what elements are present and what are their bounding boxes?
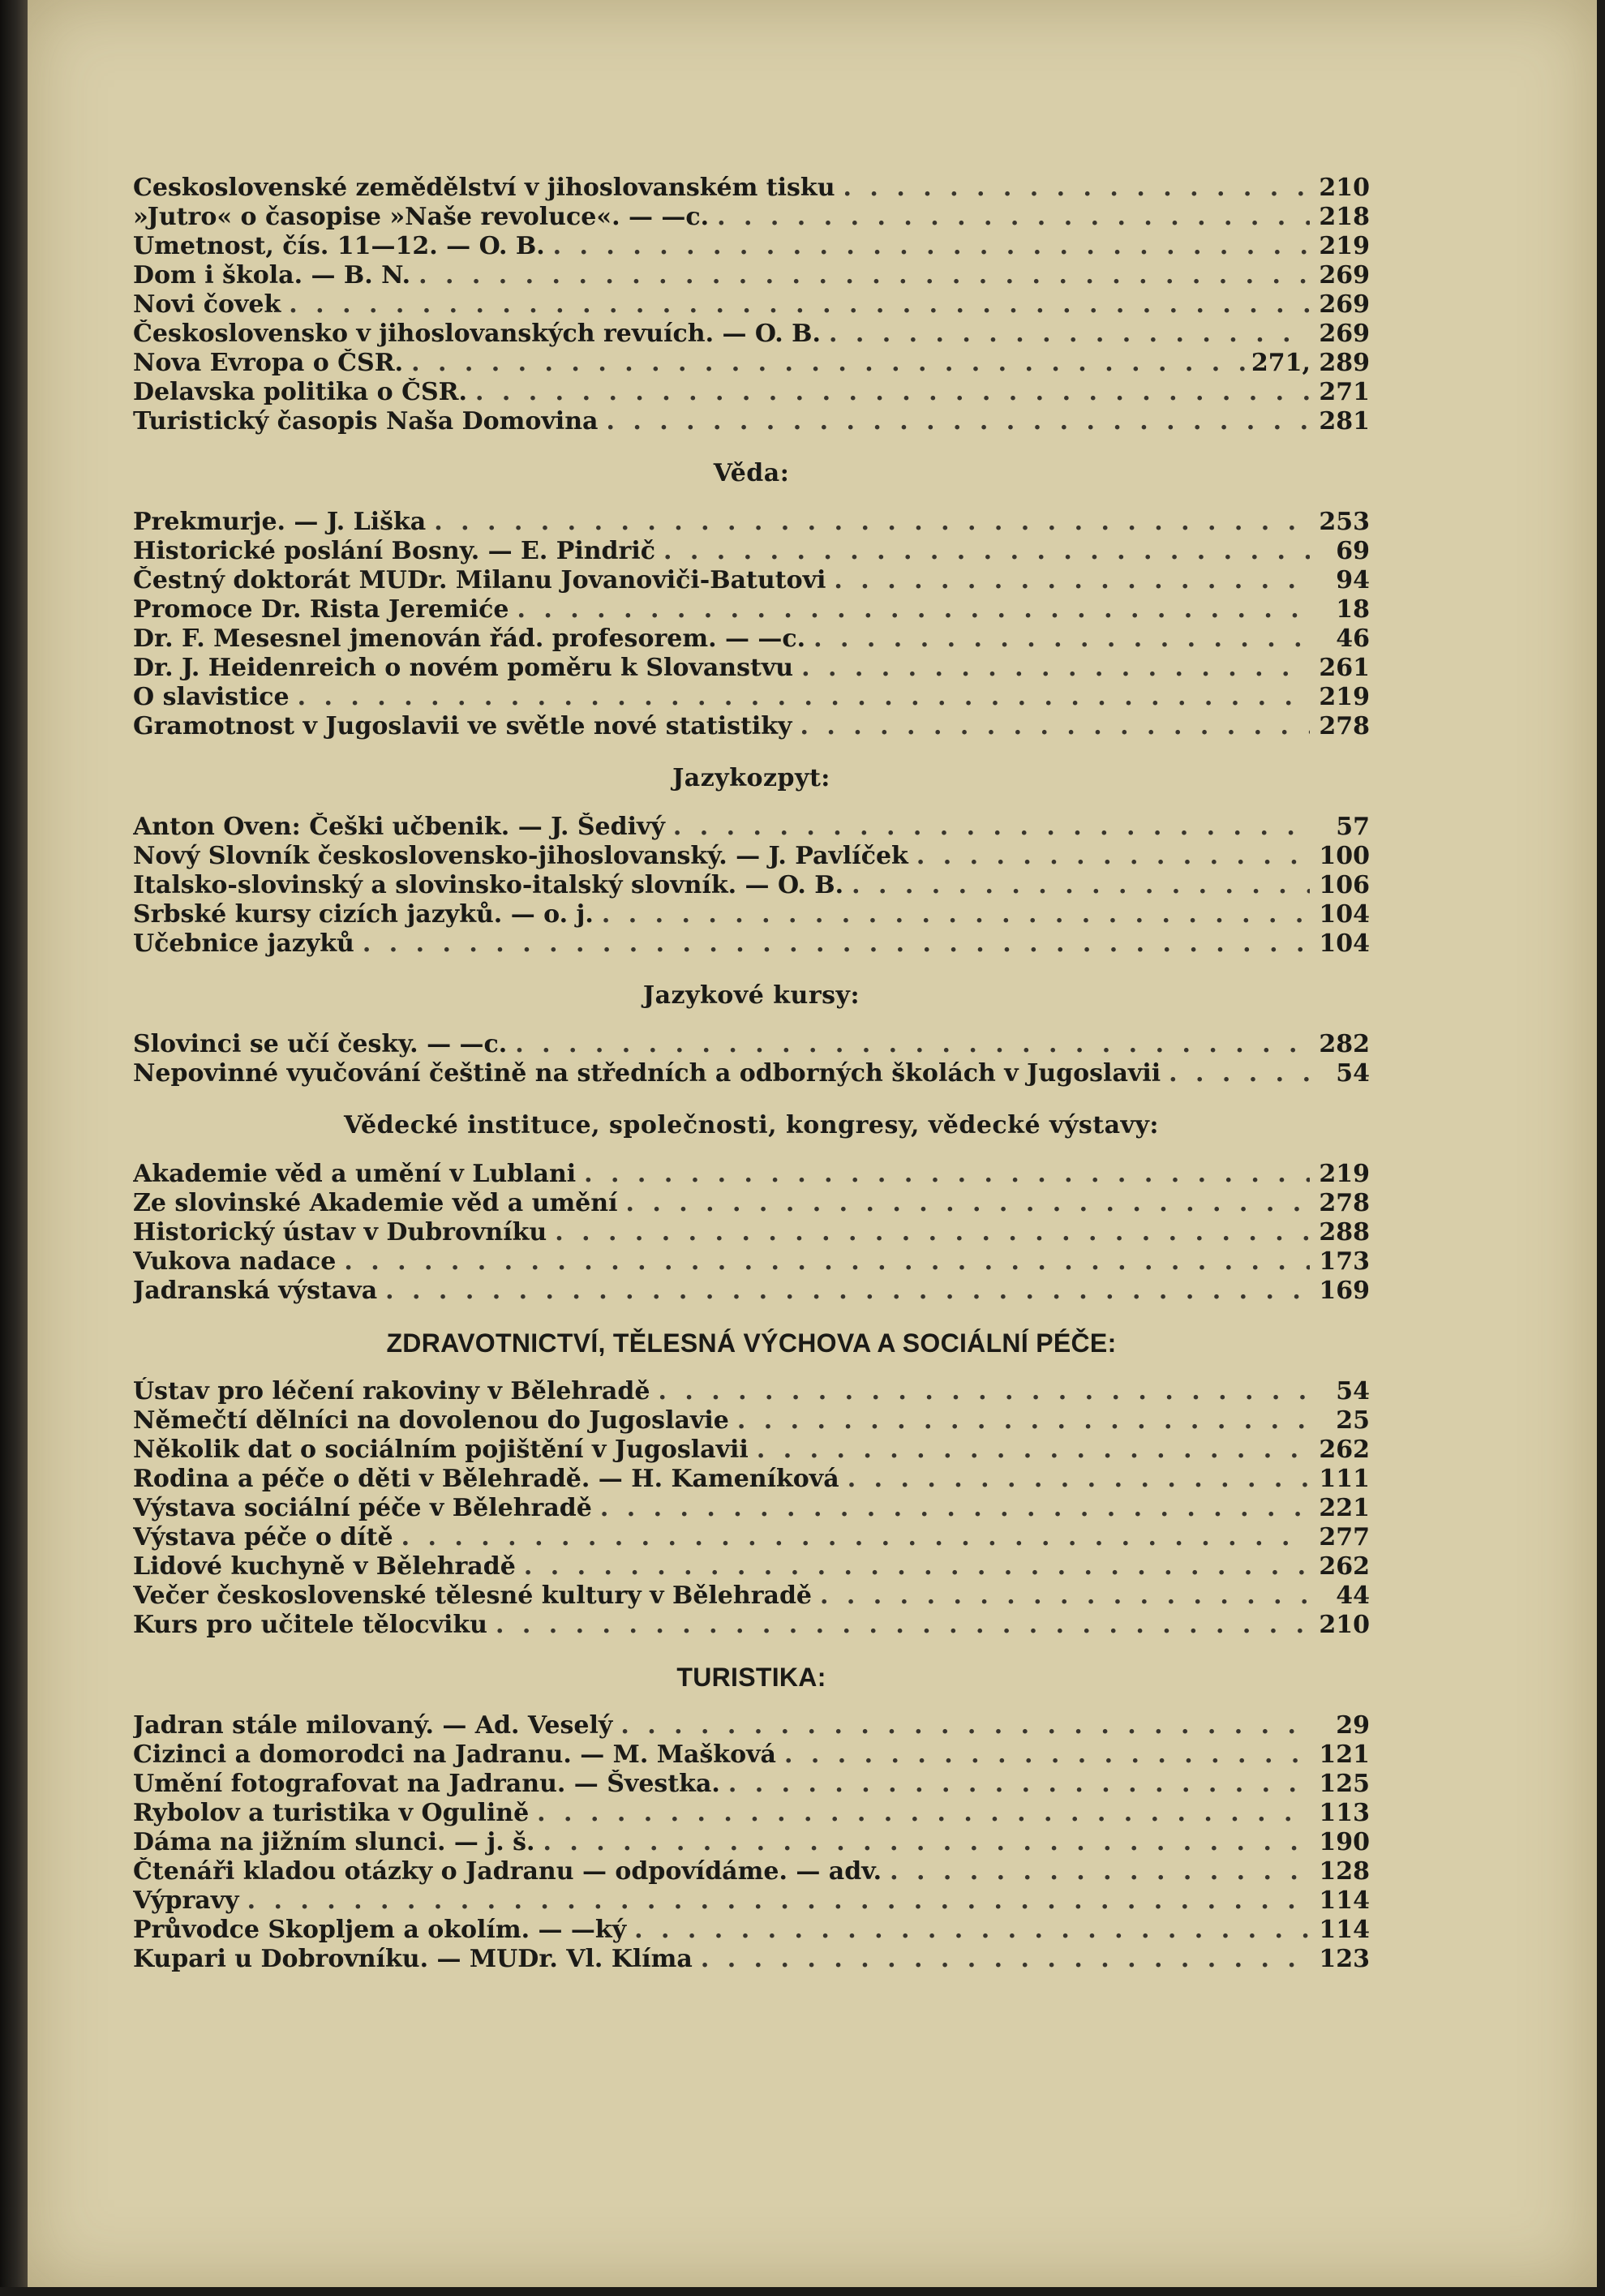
toc-entry: [133, 1059, 1370, 1088]
toc-entry: [133, 566, 1370, 595]
entry-title: Akademie věd a umění v Lublani: [133, 1160, 577, 1188]
dot-leader: [606, 407, 1310, 436]
entry-page-number: 18: [1336, 595, 1370, 624]
dot-leader: [620, 1711, 1310, 1740]
toc-section: [133, 959, 1370, 1088]
entry-page-number: 44: [1336, 1581, 1370, 1610]
dot-leader: [247, 1886, 1310, 1916]
dot-leader: [515, 1030, 1310, 1059]
entry-page-number: 128: [1319, 1857, 1370, 1886]
book-spine: [0, 0, 28, 2296]
toc-entry: [133, 1160, 1370, 1189]
dot-leader: [344, 1247, 1310, 1277]
entry-title: Večer československé tělesné kultury v Bělehradě: [133, 1581, 813, 1610]
entry-page-number: 25: [1336, 1406, 1370, 1435]
toc-entry: [133, 900, 1370, 929]
entry-title: Dr. F. Mesesnel jmenován řád. profesorem. — —c.: [133, 624, 806, 653]
dot-leader: [843, 174, 1310, 203]
toc-entry: [133, 1828, 1370, 1857]
dot-leader: [820, 1581, 1310, 1611]
dot-leader: [517, 595, 1310, 624]
dot-leader: [1169, 1059, 1310, 1088]
dot-leader: [658, 1377, 1310, 1406]
entry-page-number: 262: [1319, 1436, 1370, 1464]
toc-entry: [133, 929, 1370, 959]
entry-page-number: 219: [1319, 232, 1370, 260]
entry-page-number: 278: [1319, 712, 1370, 740]
toc-section: [133, 1640, 1370, 1974]
entry-page-number: 106: [1319, 871, 1370, 899]
entry-page-number: 94: [1336, 566, 1370, 594]
entry-title: Učebnice jazyků: [133, 929, 354, 958]
dot-leader: [829, 320, 1310, 349]
entry-title: Ústav pro léčení rakoviny v Bělehradě: [133, 1377, 650, 1405]
toc-entry: [133, 1247, 1370, 1277]
dot-leader: [289, 290, 1310, 320]
entry-title: Čestný doktorát MUDr. Milanu Jovanoviči-Batutovi: [133, 566, 826, 594]
entry-title: Nova Evropa o ČSR.: [133, 349, 404, 377]
dot-leader: [363, 929, 1310, 959]
dot-leader: [890, 1857, 1310, 1886]
dot-leader: [524, 1552, 1310, 1581]
entry-page-number: 190: [1319, 1828, 1370, 1856]
entry-page-number: 271, 289: [1251, 349, 1370, 377]
toc-entry: [133, 1494, 1370, 1523]
entry-title: Slovinci se učí česky. — —c.: [133, 1030, 508, 1058]
entry-page-number: 173: [1319, 1247, 1370, 1276]
entry-title: Jadranská výstava: [133, 1277, 378, 1305]
entry-title: Československo v jihoslovanských revuích. — O. B.: [133, 320, 821, 348]
entry-title: Srbské kursy cizích jazyků. — o. j.: [133, 900, 594, 929]
entry-page-number: 210: [1319, 174, 1370, 202]
entry-title: Kurs pro učitele tělocviku: [133, 1611, 487, 1639]
dot-leader: [701, 1945, 1310, 1974]
toc-entry: [133, 1611, 1370, 1640]
dot-leader: [553, 232, 1310, 261]
entry-page-number: 277: [1319, 1523, 1370, 1551]
entry-page-number: 269: [1319, 320, 1370, 348]
toc-entry: [133, 1189, 1370, 1218]
toc-entry: [133, 1277, 1370, 1306]
dot-leader: [537, 1799, 1310, 1828]
dot-leader: [401, 1523, 1310, 1552]
entry-page-number: 253: [1319, 508, 1370, 536]
entry-title: Cizinci a domorodci na Jadranu. — M. Mašková: [133, 1740, 776, 1769]
entry-page-number: 69: [1336, 537, 1370, 565]
toc-entry: [133, 508, 1370, 537]
entry-title: Historické poslání Bosny. — E. Pindrič: [133, 537, 656, 565]
toc-entry: [133, 290, 1370, 320]
dot-leader: [584, 1160, 1310, 1189]
dot-leader: [852, 871, 1310, 900]
toc-section: [133, 436, 1370, 741]
entry-page-number: 46: [1336, 624, 1370, 653]
entry-title: Nepovinné vyučování češtině na středních a odborných školách v Jugoslavii: [133, 1059, 1161, 1088]
toc-entry: [133, 1886, 1370, 1916]
entry-page-number: 221: [1319, 1494, 1370, 1522]
entry-page-number: 288: [1319, 1218, 1370, 1247]
entry-page-number: 114: [1319, 1916, 1370, 1944]
entry-title: Rodina a péče o děti v Bělehradě. — H. Kameníková: [133, 1465, 839, 1493]
entry-title: Kupari u Dobrovníku. — MUDr. Vl. Klíma: [133, 1945, 693, 1973]
toc-entry: [133, 683, 1370, 712]
toc-entry: [133, 624, 1370, 654]
dot-leader: [800, 712, 1311, 741]
toc-entry: [133, 1377, 1370, 1406]
entry-page-number: 269: [1319, 290, 1370, 319]
toc-entry: [133, 232, 1370, 261]
dot-leader: [813, 624, 1310, 654]
toc-entry: [133, 349, 1370, 378]
entry-title: Dáma na jižním slunci. — j. š.: [133, 1828, 535, 1856]
entry-page-number: 29: [1336, 1711, 1370, 1740]
entry-page-number: 100: [1319, 842, 1370, 870]
entry-page-number: 278: [1319, 1189, 1370, 1217]
toc-entry: [133, 871, 1370, 900]
dot-leader: [737, 1406, 1310, 1436]
entry-page-number: 169: [1319, 1277, 1370, 1305]
entry-page-number: 218: [1319, 203, 1370, 231]
toc-entry: [133, 1711, 1370, 1740]
entry-page-number: 104: [1319, 900, 1370, 929]
entry-title: Němečtí dělníci na dovolenou do Jugoslavie: [133, 1406, 729, 1435]
entry-page-number: 123: [1319, 1945, 1370, 1973]
entry-title: Výstava sociální péče v Bělehradě: [133, 1494, 592, 1522]
dot-leader: [848, 1465, 1310, 1494]
dot-leader: [834, 566, 1310, 595]
toc-entry: [133, 1581, 1370, 1611]
dot-leader: [411, 349, 1248, 378]
entry-page-number: 125: [1319, 1770, 1370, 1798]
dot-leader: [634, 1916, 1310, 1945]
dot-leader: [784, 1740, 1310, 1770]
entry-title: Anton Oven: Češki učbenik. — J. Šedivý: [133, 813, 665, 841]
toc-entry: [133, 1857, 1370, 1886]
section-heading: TURISTIKA:: [676, 1663, 826, 1692]
dot-leader: [602, 900, 1310, 929]
section-heading: Věda:: [713, 459, 790, 487]
toc-section: [133, 741, 1370, 959]
entry-page-number: 262: [1319, 1552, 1370, 1581]
entry-title: Několik dat o sociálním pojištění v Jugoslavii: [133, 1436, 749, 1464]
dot-leader: [543, 1828, 1310, 1857]
entry-title: Vukova nadace: [133, 1247, 337, 1276]
dot-leader: [801, 654, 1310, 683]
entry-page-number: 121: [1319, 1740, 1370, 1769]
entry-title: Umění fotografovat na Jadranu. — Švestka.: [133, 1770, 720, 1798]
entry-title: Ze slovinské Akademie věd a umění: [133, 1189, 618, 1217]
toc-entry: [133, 842, 1370, 871]
entry-title: Rybolov a turistika v Ogulině: [133, 1799, 530, 1827]
page-bottom-edge: [0, 2287, 1605, 2296]
entry-title: Promoce Dr. Rista Jeremiće: [133, 595, 509, 624]
entry-page-number: 104: [1319, 929, 1370, 958]
dot-leader: [298, 683, 1310, 712]
entry-title: »Jutro« o časopise »Naše revoluce«. — —c.: [133, 203, 710, 231]
toc-entry: [133, 813, 1370, 842]
entry-title: O slavistice: [133, 683, 290, 711]
dot-leader: [600, 1494, 1310, 1523]
dot-leader: [475, 378, 1310, 407]
entry-title: Výpravy: [133, 1886, 239, 1915]
dot-leader: [555, 1218, 1310, 1247]
entry-title: Průvodce Skopljem a okolím. — —ký: [133, 1916, 627, 1944]
toc-section: [133, 174, 1370, 436]
toc-entry: [133, 1770, 1370, 1799]
toc-section: [133, 1088, 1370, 1306]
dot-leader: [385, 1277, 1310, 1306]
section-heading: Jazykové kursy:: [642, 981, 860, 1010]
entry-title: Prekmurje. — J. Liška: [133, 508, 427, 536]
table-of-contents: [133, 174, 1370, 1974]
entry-title: Dr. J. Heidenreich o novém poměru k Slovanstvu: [133, 654, 794, 682]
toc-section: [133, 1306, 1370, 1640]
toc-entry: [133, 174, 1370, 203]
entry-page-number: 111: [1319, 1465, 1370, 1493]
toc-entry: [133, 712, 1370, 741]
dot-leader: [663, 537, 1310, 566]
toc-entry: [133, 1030, 1370, 1059]
section-heading: Jazykozpyt:: [672, 764, 830, 792]
toc-entry: [133, 537, 1370, 566]
toc-entry: [133, 261, 1370, 290]
entry-title: Dom i škola. — B. N.: [133, 261, 411, 290]
entry-page-number: 54: [1336, 1377, 1370, 1405]
section-heading: ZDRAVOTNICTVÍ, TĚLESNÁ VÝCHOVA A SOCIÁLNÍ PÉČE:: [386, 1328, 1117, 1358]
dot-leader: [673, 813, 1310, 842]
toc-entry: [133, 1465, 1370, 1494]
toc-entry: [133, 654, 1370, 683]
entry-title: Ceskoslovenské zemědělství v jihoslovanském tisku: [133, 174, 835, 202]
toc-entry: [133, 1523, 1370, 1552]
toc-entry: [133, 1436, 1370, 1465]
dot-leader: [434, 508, 1310, 537]
entry-title: Historický ústav v Dubrovníku: [133, 1218, 547, 1247]
entry-page-number: 282: [1319, 1030, 1370, 1058]
toc-entry: [133, 1552, 1370, 1581]
toc-entry: [133, 1406, 1370, 1436]
dot-leader: [717, 203, 1310, 232]
entry-title: Výstava péče o dítě: [133, 1523, 393, 1551]
entry-page-number: 269: [1319, 261, 1370, 290]
entry-title: Turistický časopis Naša Domovina: [133, 407, 599, 436]
entry-page-number: 114: [1319, 1886, 1370, 1915]
entry-title: Jadran stále milovaný. — Ad. Veselý: [133, 1711, 613, 1740]
entry-page-number: 219: [1319, 683, 1370, 711]
dot-leader: [728, 1770, 1310, 1799]
section-heading: Vědecké instituce, společnosti, kongresy, vědecké výstavy:: [344, 1111, 1159, 1139]
toc-entry: [133, 1218, 1370, 1247]
dot-leader: [757, 1436, 1310, 1465]
dot-leader: [418, 261, 1310, 290]
entry-page-number: 113: [1319, 1799, 1370, 1827]
entry-page-number: 54: [1336, 1059, 1370, 1088]
entry-page-number: 261: [1319, 654, 1370, 682]
toc-entry: [133, 1916, 1370, 1945]
dot-leader: [496, 1611, 1310, 1640]
entry-title: Italsko-slovinský a slovinsko-italský slovník. — O. B.: [133, 871, 844, 899]
toc-entry: [133, 407, 1370, 436]
toc-entry: [133, 320, 1370, 349]
toc-entry: [133, 1945, 1370, 1974]
toc-entry: [133, 203, 1370, 232]
entry-title: Novi čovek: [133, 290, 281, 319]
entry-page-number: 281: [1319, 407, 1370, 436]
entry-title: Nový Slovník československo-jihoslovanský. — J. Pavlíček: [133, 842, 908, 870]
dot-leader: [625, 1189, 1310, 1218]
entry-page-number: 219: [1319, 1160, 1370, 1188]
entry-title: Čtenáři kladou otázky o Jadranu — odpovídáme. — adv.: [133, 1857, 882, 1886]
entry-title: Umetnost, čís. 11—12. — O. B.: [133, 232, 545, 260]
toc-entry: [133, 378, 1370, 407]
entry-title: Lidové kuchyně v Bělehradě: [133, 1552, 516, 1581]
entry-page-number: 57: [1336, 813, 1370, 841]
entry-title: Gramotnost v Jugoslavii ve světle nové statistiky: [133, 712, 792, 740]
entry-page-number: 271: [1319, 378, 1370, 406]
entry-title: Delavska politika o ČSR.: [133, 378, 468, 406]
toc-entry: [133, 1740, 1370, 1770]
dot-leader: [916, 842, 1310, 871]
entry-page-number: 210: [1319, 1611, 1370, 1639]
toc-entry: [133, 595, 1370, 624]
toc-entry: [133, 1799, 1370, 1828]
